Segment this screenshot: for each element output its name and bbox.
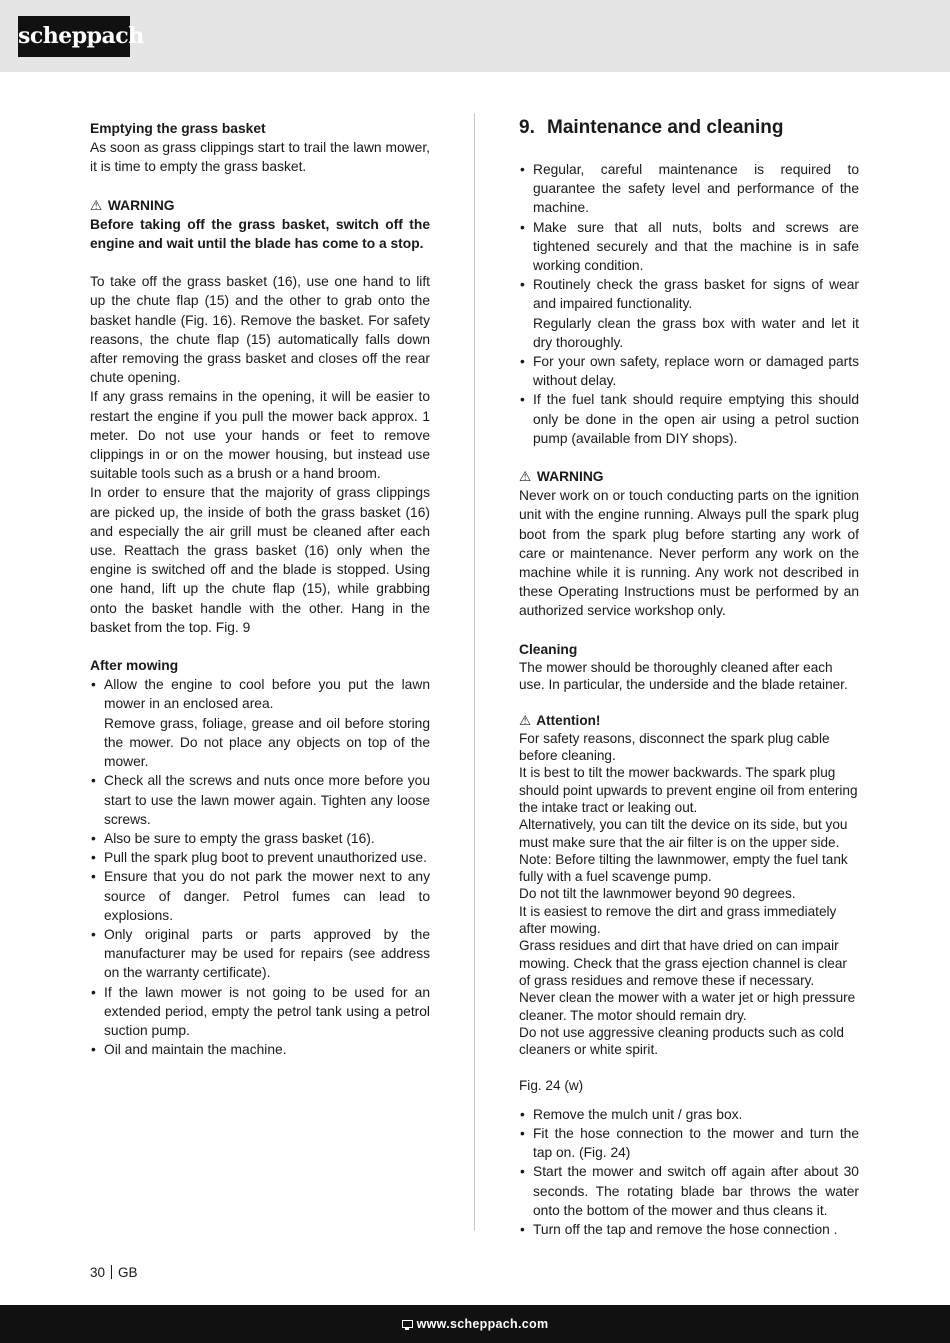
attention-label: Attention! xyxy=(536,713,601,729)
page-number xyxy=(90,1265,138,1280)
cleaning-steps-list xyxy=(519,1105,859,1239)
heading-after-mowing: After mowing xyxy=(90,658,179,674)
warning-triangle-icon: ⚠ xyxy=(519,713,532,729)
list-item: • Turn off the tap and remove the hose connection . xyxy=(519,1220,859,1239)
attention-line: Grass residues and dirt that have dried on can impair mowing. Check that the grass ejection channel is clear of grass residues and remove these if necessary. xyxy=(519,938,847,988)
language-code: GB xyxy=(118,1265,138,1280)
warning-triangle-icon: ⚠ xyxy=(519,469,532,485)
warning-triangle-icon: ⚠ xyxy=(90,197,103,213)
attention-line: Note: Before tilting the lawnmower, empty the fuel tank fully with a fuel scavenge pump. xyxy=(519,851,848,885)
warning-text: Never work on or touch conducting parts on the ignition unit with the engine running. Always pull the spark plug boot from the spark plug before starting any work of care or maintenance. Never perform any work on the machine while it is running. Any work not described in these Operating Instructions must be performed by an authorized service workshop only. xyxy=(519,488,859,619)
column-divider xyxy=(474,113,475,1231)
page-num: 30 xyxy=(90,1265,106,1280)
attention-line: Alternatively, you can tilt the device on its side, but you must make sure that the air filter is on the upper side. xyxy=(519,817,848,850)
monitor-icon xyxy=(402,1320,413,1328)
attention-line: It is best to tilt the mower backwards. The spark plug should point upwards to prevent engine oil from entering the intake tract or leaking out. xyxy=(519,765,858,815)
heading-cleaning: Cleaning xyxy=(519,641,578,657)
list-item: • For your own safety, replace worn or damaged parts without delay. xyxy=(519,352,859,390)
scheppach-logo: scheppach xyxy=(18,16,130,57)
attention-line: Do not tilt the lawnmower beyond 90 degrees. xyxy=(519,886,796,902)
footer-link[interactable] xyxy=(0,1305,950,1343)
list-item: • Pull the spark plug boot to prevent unauthorized use. xyxy=(90,848,430,867)
list-item: • Regular, careful maintenance is required to guarantee the safety level and performance of the machine. xyxy=(519,160,859,218)
warning-text: Before taking off the grass basket, switch off the engine and wait until the blade has come to a stop. xyxy=(90,216,430,252)
list-item: • Allow the engine to cool before you put the lawn mower in an enclosed area. Remove grass, foliage, grease and oil before storing the mower. Do not place any objects on top of the mower. xyxy=(90,675,430,771)
page-separator xyxy=(111,1265,112,1279)
website-url[interactable]: www.scheppach.com xyxy=(416,1317,549,1331)
section-title xyxy=(519,116,859,140)
attention-line: For safety reasons, disconnect the spark plug cable before cleaning. xyxy=(519,730,830,764)
list-item: • Ensure that you do not park the mower next to any source of danger. Petrol fumes can lead to explosions. xyxy=(90,867,430,925)
section-title-text: Maintenance and cleaning xyxy=(547,117,784,138)
footer-band xyxy=(0,1305,950,1343)
list-item: • Start the mower and switch off again after about 30 seconds. The rotating blade bar throws the water onto the bottom of the mower and thus cleans it. xyxy=(519,1162,859,1220)
paragraph-remove-basket: To take off the grass basket (16), use one hand to lift up the chute flap (15) and the other to grab onto the basket handle (Fig. 16). Remove the basket. For safety reasons, the chute flap (15) automatically falls down after removing the grass basket and closes off the rear chute opening. xyxy=(90,274,430,386)
list-item: • Fit the hose connection to the mower and turn the tap on. (Fig. 24) xyxy=(519,1124,859,1162)
warning-heading xyxy=(519,467,859,486)
list-item: • If the lawn mower is not going to be used for an extended period, empty the petrol tank using a petrol suction pump. xyxy=(90,983,430,1041)
attention-heading xyxy=(519,712,859,729)
attention-line: Do not use aggressive cleaning products such as cold cleaners or white spirit. xyxy=(519,1024,844,1058)
heading-emptying-basket: Emptying the grass basket xyxy=(90,121,266,136)
after-mowing-list xyxy=(90,675,430,1059)
list-item: • Oil and maintain the machine. xyxy=(90,1040,430,1059)
paragraph-grass-remains: If any grass remains in the opening, it will be easier to restart the engine if you pull the mower back approx. 1 meter. Do not use your hands or feet to remove clippings in or on the mower housing, but instead use suitable tools such as a brush or a hand broom. xyxy=(90,389,430,482)
warning-label: WARNING xyxy=(536,469,604,485)
list-item: • Also be sure to empty the grass basket (16). xyxy=(90,829,430,848)
attention-line: Never clean the mower with a water jet or high pressure cleaner. The motor should remain dry. xyxy=(519,990,856,1023)
list-item: • Only original parts or parts approved by the manufacturer may be used for repairs (see address on the warranty certificate). xyxy=(90,925,430,983)
list-item-continuation: Remove grass, foliage, grease and oil before storing the mower. Do not place any objects on top of the mower. xyxy=(104,715,430,770)
paragraph-emptying-intro: As soon as grass clippings start to trail the lawn mower, it is time to empty the grass basket. xyxy=(90,140,430,175)
figure-reference: Fig. 24 (w) xyxy=(519,1078,584,1094)
list-item: • If the fuel tank should require emptying this should only be done in the open air using a petrol suction pump (available from DIY shops). xyxy=(519,390,859,448)
warning-label: WARNING xyxy=(107,197,175,213)
list-item: • Make sure that all nuts, bolts and screws are tightened securely and that the machine is in safe working condition. xyxy=(519,218,859,276)
list-item: • Remove the mulch unit / gras box. xyxy=(519,1105,859,1124)
maintenance-list xyxy=(519,160,859,448)
list-item: • Check all the screws and nuts once more before you start to use the lawn mower again. Tighten any loose screws. xyxy=(90,771,430,829)
list-item-continuation: Regularly clean the grass box with water and let it dry thoroughly. xyxy=(533,315,859,350)
section-number: 9. xyxy=(519,117,535,138)
paragraph-reattach: In order to ensure that the majority of grass clippings are picked up, the inside of both the grass basket (16) and especially the air grill must be cleaned after each use. Reattach the grass basket (16) only when the engine is switched off and the blade is stopped. Using one hand, lift up the chute flap (15), while grabbing onto the basket handle with the other. Hang in the basket from the top. Fig. 9 xyxy=(90,485,430,635)
list-item: • Routinely check the grass basket for signs of wear and impaired functionality. Regularly clean the grass box with water and let it dry thoroughly. xyxy=(519,275,859,352)
header-band xyxy=(0,0,950,72)
right-column xyxy=(519,119,859,1239)
paragraph-cleaning: The mower should be thoroughly cleaned after each use. In particular, the underside and the blade retainer. xyxy=(519,659,848,693)
cleaning-block xyxy=(519,659,859,1105)
attention-line: It is easiest to remove the dirt and grass immediately after mowing. xyxy=(519,903,837,937)
warning-heading xyxy=(90,196,430,215)
left-column xyxy=(90,119,430,1059)
